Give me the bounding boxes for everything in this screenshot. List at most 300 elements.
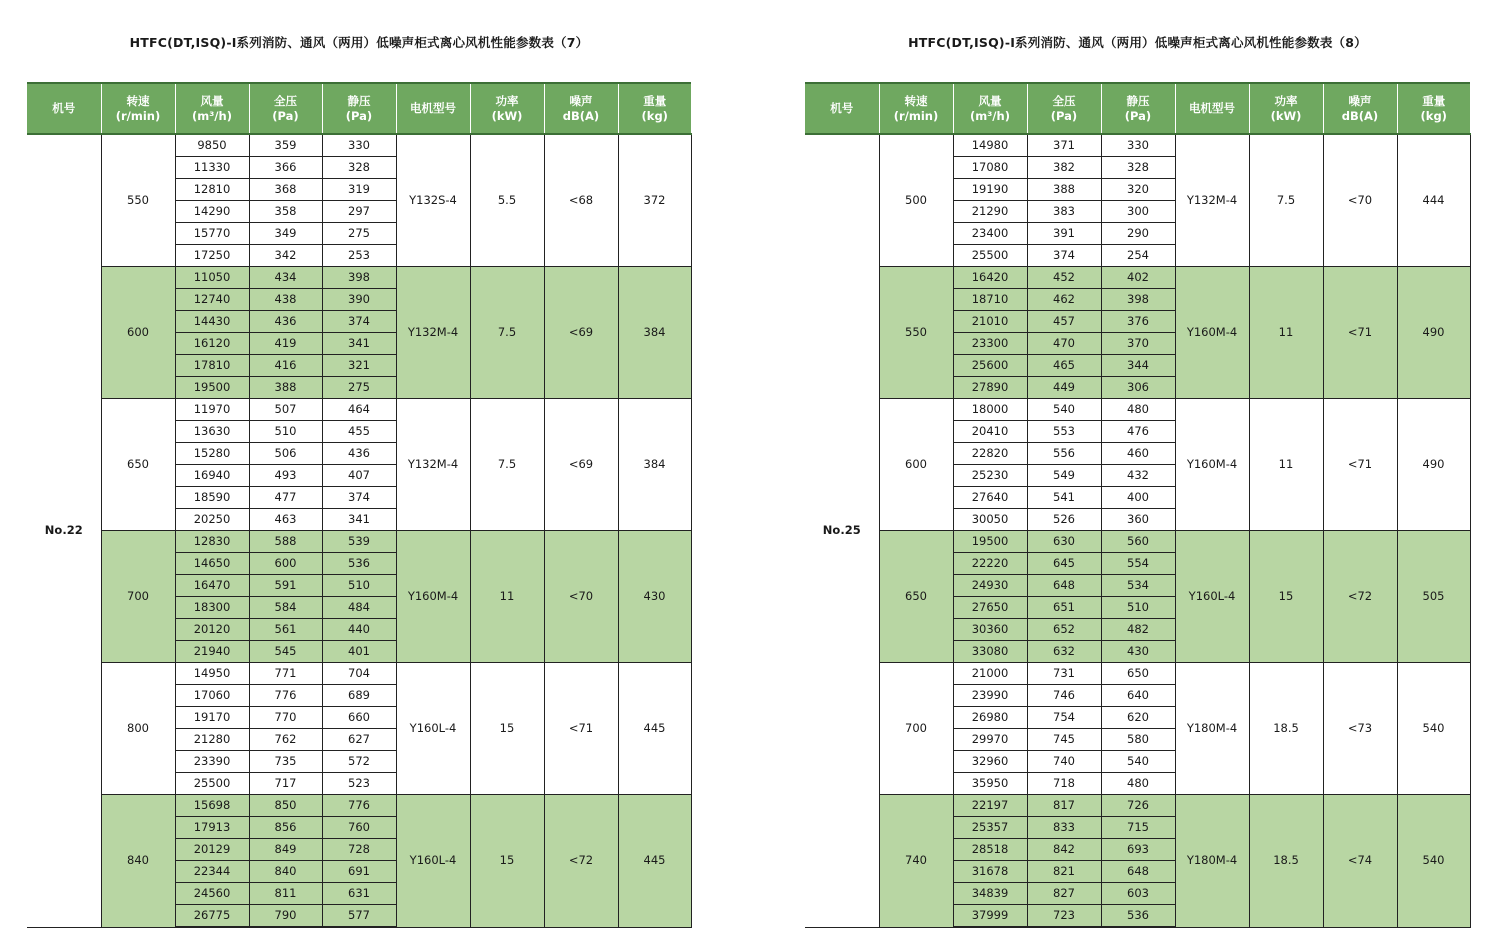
total-pressure-cell: 368 bbox=[249, 179, 322, 201]
airflow-cell: 20250 bbox=[175, 509, 249, 531]
header-row bbox=[805, 83, 1470, 134]
header-unit: (kg) bbox=[1420, 108, 1447, 123]
power-cell: 15 bbox=[470, 663, 544, 795]
total-pressure-cell: 776 bbox=[249, 685, 322, 707]
static-pressure-cell: 455 bbox=[322, 421, 396, 443]
header-unit: (m³/h) bbox=[970, 108, 1010, 123]
airflow-cell: 21000 bbox=[953, 663, 1027, 685]
airflow-cell: 21940 bbox=[175, 641, 249, 663]
static-pressure-cell: 482 bbox=[1101, 619, 1175, 641]
airflow-cell: 16470 bbox=[175, 575, 249, 597]
machine-number-cell: No.22 bbox=[27, 134, 101, 927]
airflow-cell: 11050 bbox=[175, 267, 249, 289]
power-cell: 11 bbox=[1249, 267, 1323, 399]
static-pressure-cell: 620 bbox=[1101, 707, 1175, 729]
table-row bbox=[805, 134, 1470, 157]
power-cell: 18.5 bbox=[1249, 663, 1323, 795]
static-pressure-cell: 660 bbox=[322, 707, 396, 729]
motor-model-cell: Y132M-4 bbox=[1175, 134, 1249, 267]
power-cell: 5.5 bbox=[470, 134, 544, 267]
static-pressure-cell: 275 bbox=[322, 377, 396, 399]
airflow-cell: 9850 bbox=[175, 134, 249, 157]
total-pressure-cell: 388 bbox=[1027, 179, 1101, 201]
static-pressure-cell: 534 bbox=[1101, 575, 1175, 597]
airflow-cell: 15770 bbox=[175, 223, 249, 245]
speed-cell: 740 bbox=[879, 795, 953, 928]
total-pressure-cell: 651 bbox=[1027, 597, 1101, 619]
airflow-cell: 13630 bbox=[175, 421, 249, 443]
total-pressure-cell: 549 bbox=[1027, 465, 1101, 487]
airflow-cell: 33080 bbox=[953, 641, 1027, 663]
header-label: 重量 bbox=[643, 93, 667, 108]
table-row bbox=[27, 795, 691, 817]
total-pressure-cell: 419 bbox=[249, 333, 322, 355]
airflow-cell: 18710 bbox=[953, 289, 1027, 311]
static-pressure-cell: 330 bbox=[1101, 134, 1175, 157]
airflow-cell: 16940 bbox=[175, 465, 249, 487]
airflow-cell: 30360 bbox=[953, 619, 1027, 641]
total-pressure-cell: 371 bbox=[1027, 134, 1101, 157]
airflow-cell: 17913 bbox=[175, 817, 249, 839]
motor-model-cell: Y160M-4 bbox=[1175, 267, 1249, 399]
total-pressure-cell: 452 bbox=[1027, 267, 1101, 289]
static-pressure-cell: 476 bbox=[1101, 421, 1175, 443]
airflow-cell: 37999 bbox=[953, 905, 1027, 928]
total-pressure-cell: 584 bbox=[249, 597, 322, 619]
static-pressure-cell: 640 bbox=[1101, 685, 1175, 707]
header-unit: (kg) bbox=[641, 108, 668, 123]
total-pressure-cell: 717 bbox=[249, 773, 322, 795]
total-pressure-cell: 648 bbox=[1027, 575, 1101, 597]
total-pressure-cell: 817 bbox=[1027, 795, 1101, 817]
airflow-cell: 27650 bbox=[953, 597, 1027, 619]
total-pressure-cell: 652 bbox=[1027, 619, 1101, 641]
weight-cell: 445 bbox=[618, 663, 691, 795]
total-pressure-cell: 856 bbox=[249, 817, 322, 839]
header-unit: (Pa) bbox=[345, 108, 373, 123]
airflow-cell: 25500 bbox=[953, 245, 1027, 267]
static-pressure-cell: 275 bbox=[322, 223, 396, 245]
weight-cell: 490 bbox=[1397, 267, 1470, 399]
static-pressure-cell: 603 bbox=[1101, 883, 1175, 905]
airflow-cell: 24560 bbox=[175, 883, 249, 905]
noise-cell: <70 bbox=[1323, 134, 1397, 267]
table-body bbox=[27, 134, 691, 927]
total-pressure-cell: 541 bbox=[1027, 487, 1101, 509]
total-pressure-cell: 366 bbox=[249, 157, 322, 179]
speed-cell: 500 bbox=[879, 134, 953, 267]
speed-cell: 840 bbox=[101, 795, 175, 928]
static-pressure-cell: 328 bbox=[322, 157, 396, 179]
static-pressure-cell: 704 bbox=[322, 663, 396, 685]
total-pressure-cell: 374 bbox=[1027, 245, 1101, 267]
total-pressure-cell: 470 bbox=[1027, 333, 1101, 355]
total-pressure-cell: 416 bbox=[249, 355, 322, 377]
motor-model-cell: Y160L-4 bbox=[396, 663, 470, 795]
static-pressure-cell: 360 bbox=[1101, 509, 1175, 531]
table-row bbox=[805, 795, 1470, 817]
header-motor-model bbox=[1175, 83, 1249, 134]
table-title: HTFC(DT,ISQ)-I系列消防、通风（两用）低噪声柜式离心风机性能参数表（7） bbox=[129, 35, 589, 50]
airflow-cell: 17250 bbox=[175, 245, 249, 267]
total-pressure-cell: 561 bbox=[249, 619, 322, 641]
airflow-cell: 34839 bbox=[953, 883, 1027, 905]
noise-cell: <72 bbox=[1323, 531, 1397, 663]
total-pressure-cell: 436 bbox=[249, 311, 322, 333]
total-pressure-cell: 540 bbox=[1027, 399, 1101, 421]
static-pressure-cell: 536 bbox=[1101, 905, 1175, 928]
speed-cell: 600 bbox=[879, 399, 953, 531]
static-pressure-cell: 464 bbox=[322, 399, 396, 421]
table-row bbox=[805, 531, 1470, 553]
total-pressure-cell: 735 bbox=[249, 751, 322, 773]
table-row bbox=[27, 134, 691, 157]
table-row bbox=[27, 531, 691, 553]
header-motor-model bbox=[396, 83, 470, 134]
static-pressure-cell: 440 bbox=[322, 619, 396, 641]
airflow-cell: 19500 bbox=[175, 377, 249, 399]
static-pressure-cell: 402 bbox=[1101, 267, 1175, 289]
speed-cell: 550 bbox=[101, 134, 175, 267]
header-unit: (Pa) bbox=[272, 108, 299, 123]
total-pressure-cell: 358 bbox=[249, 201, 322, 223]
power-cell: 15 bbox=[470, 795, 544, 928]
power-cell: 15 bbox=[1249, 531, 1323, 663]
header-airflow bbox=[953, 83, 1027, 134]
weight-cell: 540 bbox=[1397, 663, 1470, 795]
airflow-cell: 27890 bbox=[953, 377, 1027, 399]
noise-cell: <71 bbox=[1323, 399, 1397, 531]
header-unit: (Pa) bbox=[1124, 108, 1152, 123]
airflow-cell: 31678 bbox=[953, 861, 1027, 883]
weight-cell: 372 bbox=[618, 134, 691, 267]
header-label: 噪声 bbox=[569, 93, 593, 108]
header-machine bbox=[27, 83, 101, 134]
table-row bbox=[805, 663, 1470, 685]
static-pressure-cell: 776 bbox=[322, 795, 396, 817]
motor-model-cell: Y180M-4 bbox=[1175, 795, 1249, 928]
airflow-cell: 17080 bbox=[953, 157, 1027, 179]
total-pressure-cell: 770 bbox=[249, 707, 322, 729]
static-pressure-cell: 760 bbox=[322, 817, 396, 839]
header-label: 静压 bbox=[347, 93, 371, 108]
static-pressure-cell: 560 bbox=[1101, 531, 1175, 553]
static-pressure-cell: 480 bbox=[1101, 399, 1175, 421]
table-body bbox=[805, 134, 1470, 927]
airflow-cell: 11970 bbox=[175, 399, 249, 421]
static-pressure-cell: 536 bbox=[322, 553, 396, 575]
static-pressure-cell: 510 bbox=[322, 575, 396, 597]
motor-model-cell: Y180M-4 bbox=[1175, 663, 1249, 795]
airflow-cell: 28518 bbox=[953, 839, 1027, 861]
header-label: 机号 bbox=[52, 101, 76, 115]
total-pressure-cell: 359 bbox=[249, 134, 322, 157]
motor-model-cell: Y160L-4 bbox=[396, 795, 470, 928]
total-pressure-cell: 630 bbox=[1027, 531, 1101, 553]
static-pressure-cell: 691 bbox=[322, 861, 396, 883]
airflow-cell: 24930 bbox=[953, 575, 1027, 597]
airflow-cell: 20129 bbox=[175, 839, 249, 861]
airflow-cell: 25357 bbox=[953, 817, 1027, 839]
static-pressure-cell: 689 bbox=[322, 685, 396, 707]
static-pressure-cell: 480 bbox=[1101, 773, 1175, 795]
static-pressure-cell: 540 bbox=[1101, 751, 1175, 773]
noise-cell: <72 bbox=[544, 795, 618, 928]
header-weight bbox=[618, 83, 691, 134]
speed-cell: 700 bbox=[879, 663, 953, 795]
power-cell: 7.5 bbox=[1249, 134, 1323, 267]
header-speed bbox=[101, 83, 175, 134]
airflow-cell: 20410 bbox=[953, 421, 1027, 443]
total-pressure-cell: 632 bbox=[1027, 641, 1101, 663]
header-label: 功率 bbox=[495, 93, 519, 108]
weight-cell: 445 bbox=[618, 795, 691, 928]
total-pressure-cell: 391 bbox=[1027, 223, 1101, 245]
header-static-pressure bbox=[322, 83, 396, 134]
header-label: 转速 bbox=[904, 93, 928, 108]
airflow-cell: 30050 bbox=[953, 509, 1027, 531]
header-unit: (kW) bbox=[1270, 108, 1302, 123]
airflow-cell: 23990 bbox=[953, 685, 1027, 707]
airflow-cell: 18590 bbox=[175, 487, 249, 509]
header-unit: (r/min) bbox=[893, 108, 939, 123]
header-airflow bbox=[175, 83, 249, 134]
performance-table bbox=[805, 82, 1471, 928]
static-pressure-cell: 320 bbox=[1101, 179, 1175, 201]
weight-cell: 540 bbox=[1397, 795, 1470, 928]
total-pressure-cell: 645 bbox=[1027, 553, 1101, 575]
performance-table bbox=[27, 82, 692, 928]
power-cell: 11 bbox=[1249, 399, 1323, 531]
header-speed bbox=[879, 83, 953, 134]
total-pressure-cell: 510 bbox=[249, 421, 322, 443]
total-pressure-cell: 382 bbox=[1027, 157, 1101, 179]
header-unit: (r/min) bbox=[115, 108, 161, 123]
speed-cell: 800 bbox=[101, 663, 175, 795]
weight-cell: 444 bbox=[1397, 134, 1470, 267]
airflow-cell: 23300 bbox=[953, 333, 1027, 355]
static-pressure-cell: 398 bbox=[322, 267, 396, 289]
airflow-cell: 29970 bbox=[953, 729, 1027, 751]
static-pressure-cell: 715 bbox=[1101, 817, 1175, 839]
noise-cell: <68 bbox=[544, 134, 618, 267]
total-pressure-cell: 349 bbox=[249, 223, 322, 245]
header-power bbox=[470, 83, 544, 134]
airflow-cell: 14290 bbox=[175, 201, 249, 223]
airflow-cell: 25500 bbox=[175, 773, 249, 795]
static-pressure-cell: 321 bbox=[322, 355, 396, 377]
airflow-cell: 12810 bbox=[175, 179, 249, 201]
header-unit: (kW) bbox=[491, 108, 523, 123]
static-pressure-cell: 300 bbox=[1101, 201, 1175, 223]
total-pressure-cell: 434 bbox=[249, 267, 322, 289]
total-pressure-cell: 833 bbox=[1027, 817, 1101, 839]
airflow-cell: 19500 bbox=[953, 531, 1027, 553]
motor-model-cell: Y160M-4 bbox=[1175, 399, 1249, 531]
static-pressure-cell: 650 bbox=[1101, 663, 1175, 685]
total-pressure-cell: 740 bbox=[1027, 751, 1101, 773]
airflow-cell: 12830 bbox=[175, 531, 249, 553]
total-pressure-cell: 754 bbox=[1027, 707, 1101, 729]
airflow-cell: 12740 bbox=[175, 289, 249, 311]
static-pressure-cell: 328 bbox=[1101, 157, 1175, 179]
static-pressure-cell: 523 bbox=[322, 773, 396, 795]
power-cell: 11 bbox=[470, 531, 544, 663]
static-pressure-cell: 390 bbox=[322, 289, 396, 311]
noise-cell: <73 bbox=[1323, 663, 1397, 795]
static-pressure-cell: 330 bbox=[322, 134, 396, 157]
motor-model-cell: Y132M-4 bbox=[396, 399, 470, 531]
total-pressure-cell: 731 bbox=[1027, 663, 1101, 685]
airflow-cell: 22197 bbox=[953, 795, 1027, 817]
airflow-cell: 11330 bbox=[175, 157, 249, 179]
airflow-cell: 32960 bbox=[953, 751, 1027, 773]
noise-cell: <70 bbox=[544, 531, 618, 663]
static-pressure-cell: 374 bbox=[322, 311, 396, 333]
static-pressure-cell: 297 bbox=[322, 201, 396, 223]
header-label: 功率 bbox=[1274, 93, 1298, 108]
table-row bbox=[805, 399, 1470, 421]
power-cell: 7.5 bbox=[470, 267, 544, 399]
header-unit: dB(A) bbox=[1341, 108, 1379, 123]
total-pressure-cell: 591 bbox=[249, 575, 322, 597]
static-pressure-cell: 374 bbox=[322, 487, 396, 509]
total-pressure-cell: 545 bbox=[249, 641, 322, 663]
header-label: 转速 bbox=[126, 93, 150, 108]
airflow-cell: 16120 bbox=[175, 333, 249, 355]
speed-cell: 550 bbox=[879, 267, 953, 399]
static-pressure-cell: 376 bbox=[1101, 311, 1175, 333]
speed-cell: 700 bbox=[101, 531, 175, 663]
static-pressure-cell: 693 bbox=[1101, 839, 1175, 861]
airflow-cell: 22344 bbox=[175, 861, 249, 883]
total-pressure-cell: 462 bbox=[1027, 289, 1101, 311]
static-pressure-cell: 631 bbox=[322, 883, 396, 905]
total-pressure-cell: 842 bbox=[1027, 839, 1101, 861]
airflow-cell: 17810 bbox=[175, 355, 249, 377]
total-pressure-cell: 723 bbox=[1027, 905, 1101, 928]
static-pressure-cell: 290 bbox=[1101, 223, 1175, 245]
static-pressure-cell: 460 bbox=[1101, 443, 1175, 465]
airflow-cell: 25230 bbox=[953, 465, 1027, 487]
motor-model-cell: Y132S-4 bbox=[396, 134, 470, 267]
weight-cell: 505 bbox=[1397, 531, 1470, 663]
motor-model-cell: Y160M-4 bbox=[396, 531, 470, 663]
header-label: 电机型号 bbox=[410, 101, 456, 115]
total-pressure-cell: 840 bbox=[249, 861, 322, 883]
motor-model-cell: Y132M-4 bbox=[396, 267, 470, 399]
motor-model-cell: Y160L-4 bbox=[1175, 531, 1249, 663]
header-power bbox=[1249, 83, 1323, 134]
weight-cell: 384 bbox=[618, 399, 691, 531]
airflow-cell: 15280 bbox=[175, 443, 249, 465]
airflow-cell: 23390 bbox=[175, 751, 249, 773]
header-label: 全压 bbox=[1052, 93, 1076, 108]
static-pressure-cell: 436 bbox=[322, 443, 396, 465]
speed-cell: 650 bbox=[879, 531, 953, 663]
total-pressure-cell: 383 bbox=[1027, 201, 1101, 223]
airflow-cell: 20120 bbox=[175, 619, 249, 641]
table-row bbox=[805, 267, 1470, 289]
static-pressure-cell: 539 bbox=[322, 531, 396, 553]
header-label: 重量 bbox=[1422, 93, 1446, 108]
weight-cell: 384 bbox=[618, 267, 691, 399]
total-pressure-cell: 718 bbox=[1027, 773, 1101, 795]
static-pressure-cell: 510 bbox=[1101, 597, 1175, 619]
airflow-cell: 21290 bbox=[953, 201, 1027, 223]
airflow-cell: 19170 bbox=[175, 707, 249, 729]
airflow-cell: 14950 bbox=[175, 663, 249, 685]
table-row bbox=[27, 663, 691, 685]
header-label: 静压 bbox=[1126, 93, 1150, 108]
header-label: 噪声 bbox=[1348, 93, 1372, 108]
airflow-cell: 16420 bbox=[953, 267, 1027, 289]
static-pressure-cell: 484 bbox=[322, 597, 396, 619]
static-pressure-cell: 398 bbox=[1101, 289, 1175, 311]
total-pressure-cell: 827 bbox=[1027, 883, 1101, 905]
header-total-pressure bbox=[249, 83, 322, 134]
static-pressure-cell: 341 bbox=[322, 509, 396, 531]
static-pressure-cell: 254 bbox=[1101, 245, 1175, 267]
total-pressure-cell: 465 bbox=[1027, 355, 1101, 377]
header-machine bbox=[805, 83, 879, 134]
header-static-pressure bbox=[1101, 83, 1175, 134]
noise-cell: <69 bbox=[544, 267, 618, 399]
airflow-cell: 35950 bbox=[953, 773, 1027, 795]
airflow-cell: 22820 bbox=[953, 443, 1027, 465]
static-pressure-cell: 306 bbox=[1101, 377, 1175, 399]
airflow-cell: 21010 bbox=[953, 311, 1027, 333]
power-cell: 18.5 bbox=[1249, 795, 1323, 928]
airflow-cell: 26775 bbox=[175, 905, 249, 928]
header-row bbox=[27, 83, 691, 134]
total-pressure-cell: 457 bbox=[1027, 311, 1101, 333]
static-pressure-cell: 432 bbox=[1101, 465, 1175, 487]
static-pressure-cell: 341 bbox=[322, 333, 396, 355]
static-pressure-cell: 580 bbox=[1101, 729, 1175, 751]
static-pressure-cell: 726 bbox=[1101, 795, 1175, 817]
noise-cell: <74 bbox=[1323, 795, 1397, 928]
static-pressure-cell: 728 bbox=[322, 839, 396, 861]
header-label: 机号 bbox=[830, 101, 854, 115]
noise-cell: <69 bbox=[544, 399, 618, 531]
static-pressure-cell: 407 bbox=[322, 465, 396, 487]
total-pressure-cell: 746 bbox=[1027, 685, 1101, 707]
static-pressure-cell: 370 bbox=[1101, 333, 1175, 355]
static-pressure-cell: 554 bbox=[1101, 553, 1175, 575]
total-pressure-cell: 449 bbox=[1027, 377, 1101, 399]
noise-cell: <71 bbox=[544, 663, 618, 795]
header-weight bbox=[1397, 83, 1470, 134]
header-label: 全压 bbox=[274, 93, 297, 108]
airflow-cell: 14980 bbox=[953, 134, 1027, 157]
total-pressure-cell: 600 bbox=[249, 553, 322, 575]
total-pressure-cell: 493 bbox=[249, 465, 322, 487]
total-pressure-cell: 438 bbox=[249, 289, 322, 311]
airflow-cell: 18000 bbox=[953, 399, 1027, 421]
static-pressure-cell: 648 bbox=[1101, 861, 1175, 883]
static-pressure-cell: 400 bbox=[1101, 487, 1175, 509]
total-pressure-cell: 526 bbox=[1027, 509, 1101, 531]
airflow-cell: 19190 bbox=[953, 179, 1027, 201]
header-noise bbox=[1323, 83, 1397, 134]
static-pressure-cell: 577 bbox=[322, 905, 396, 928]
airflow-cell: 25600 bbox=[953, 355, 1027, 377]
speed-cell: 600 bbox=[101, 267, 175, 399]
airflow-cell: 22220 bbox=[953, 553, 1027, 575]
header-unit: (m³/h) bbox=[192, 108, 232, 123]
total-pressure-cell: 771 bbox=[249, 663, 322, 685]
